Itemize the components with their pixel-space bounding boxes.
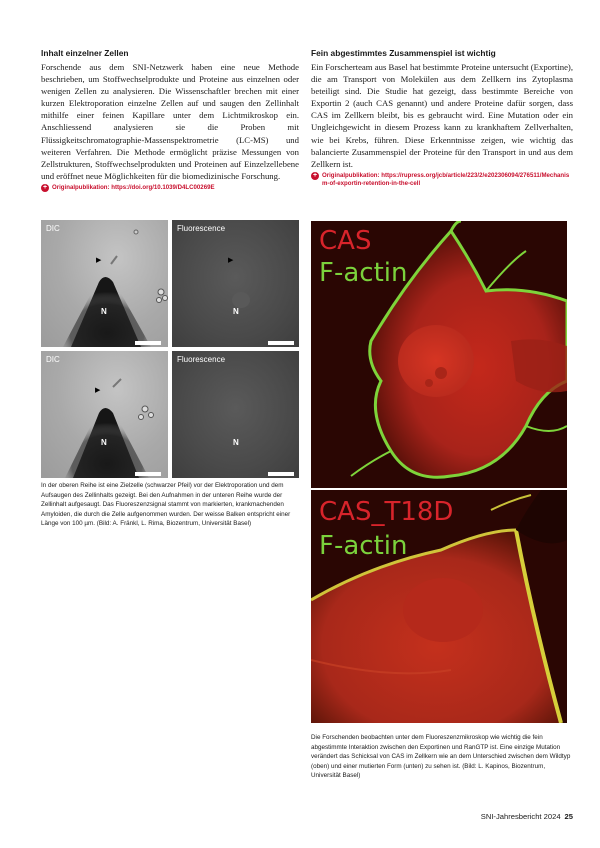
dic-label: DIC bbox=[46, 355, 60, 364]
left-publication-text: Originalpublikation: https://doi.org/10.1039/D4LC00269E bbox=[52, 183, 215, 191]
capillary-pipette bbox=[41, 351, 168, 478]
page-number: 25 bbox=[564, 812, 573, 821]
dic-panel-after bbox=[41, 351, 168, 478]
left-article bbox=[41, 48, 299, 192]
cas-label: CAS bbox=[319, 226, 372, 256]
fluorescence-panel-before bbox=[172, 220, 299, 347]
nucleus-label: N bbox=[233, 438, 239, 447]
fluorescence-label: Fluorescence bbox=[177, 355, 226, 364]
nucleus-label: N bbox=[233, 307, 239, 316]
f-actin-label: F-actin bbox=[319, 531, 408, 561]
arrow-marker-icon: ▶ bbox=[228, 256, 234, 264]
arrow-marker-icon: ▶ bbox=[96, 256, 102, 264]
scale-bar bbox=[135, 472, 161, 476]
left-figure-caption: In der oberen Reihe ist eine Zielzelle (schwarzer Pfeil) vor der Elektroporation und dem Aufsaugen des Zellinhalts gezeigt. Bei den Aufnahmen in der unteren Reihe wurde der Zellinhalt aufgesaugt. Das Fluoreszenzsignal stammt von markierten, krankmachenden Amyloiden, die durch die Zelle aufgenommen wurden. Der weisse Balken entspricht einer Länge von 100 µm. (Bild: A. Fränkl, L. Rima, Biozentrum, Universität Basel) bbox=[41, 482, 291, 527]
left-publication-link[interactable] bbox=[41, 184, 299, 192]
right-body: Ein Forscherteam aus Basel hat bestimmte Proteine untersucht (Exportine), die am Transport von Molekülen aus dem Zellkern ins Zytoplasma beteiligt sind. Die Studie hat gezeigt, dass bestimmte Bereiche von Exportin 2 (auch CAS genannt) und andere Proteine dafür sorgen, dass CAS im Zellkern bleibt, bis es gebraucht wird. Eine Mutation oder ein Ungleichgewicht in diesem Prozess kann zu krankhaftem Zellverhalten, wie bei Krebs, führen. Diese Erkenntnisse zeigen, wie wichtig das balancierte Zusammenspiel der Proteine für den Transport in und aus dem Zellkern ist. bbox=[311, 62, 573, 169]
right-publication-link[interactable] bbox=[311, 172, 573, 188]
dic-label: DIC bbox=[46, 224, 60, 233]
nucleus-label: N bbox=[101, 438, 107, 447]
nucleus-label: N bbox=[101, 307, 107, 316]
fluorescence-image-mutant bbox=[311, 490, 567, 723]
scale-bar bbox=[135, 341, 161, 345]
right-article bbox=[311, 48, 573, 188]
right-figure-caption: Die Forschenden beobachten unter dem Fluoreszenzmikroskop wie wichtig die fein abgestimmte Interaktion zwischen den Exportinen und RanGTP ist. Eine einzige Mutation verändert das Schicksal von CAS im Zellkern wie an dem Unterschied zwischen dem Wildtyp (oben) und einer mutierten Form (unten) zu sehen ist. (Bild: L. Kapinos, Biozentrum, Universität Basel) bbox=[311, 734, 571, 779]
fluorescence-panel-after bbox=[172, 351, 299, 478]
right-heading: Fein abgestimmtes Zusammenspiel ist wichtig bbox=[311, 48, 496, 58]
fluorescence-image-wildtype bbox=[311, 221, 567, 488]
right-publication-text: Originalpublikation: https://rupress.org/jcb/article/223/2/e202306094/276511/Mechanism-of-exportin-retention-in-the-cell bbox=[322, 171, 570, 187]
plus-circle-icon: + bbox=[42, 183, 48, 191]
cas-t18d-label: CAS_T18D bbox=[319, 497, 454, 527]
fluorescent-cell bbox=[232, 292, 250, 308]
plus-circle-icon: + bbox=[312, 171, 318, 179]
dic-panel-before bbox=[41, 220, 168, 347]
capillary-pipette bbox=[41, 220, 168, 347]
arrow-marker-icon: ▶ bbox=[95, 386, 101, 394]
f-actin-label: F-actin bbox=[319, 258, 408, 288]
fluorescence-label: Fluorescence bbox=[177, 224, 226, 233]
left-heading: Inhalt einzelner Zellen bbox=[41, 48, 129, 58]
footer-title: SNI-Jahresbericht 2024 bbox=[480, 812, 561, 821]
page-footer bbox=[481, 812, 573, 821]
microscopy-figure bbox=[41, 220, 299, 478]
left-body: Forschende aus dem SNI-Netzwerk haben eine neue Methode beschrieben, um Stoffwechselprodukte und Proteine aus einzelnen oder wenigen Zellen zu analysieren. Die Wissenschaftler brechen mit einer kurzen Elektroporation einzelne Zellen auf und saugen den Zellinhalt mithilfe einer feinen Kapillare unter dem Lichtmikroskop ein. Anschliessend analysieren sie die Proben mit Flüssigkeitschromatographie-Massenspektrometrie (LC-MS) und weiteren Verfahren. Die Methode ermöglicht präzise Messungen von Zellstrukturen, Stoffwechselprodukten und Proteinen auf Einzelzellebene und eröffnet neue Möglichkeiten für die biomedizinische Forschung. bbox=[41, 62, 299, 181]
scale-bar bbox=[268, 341, 294, 345]
scale-bar bbox=[268, 472, 294, 476]
